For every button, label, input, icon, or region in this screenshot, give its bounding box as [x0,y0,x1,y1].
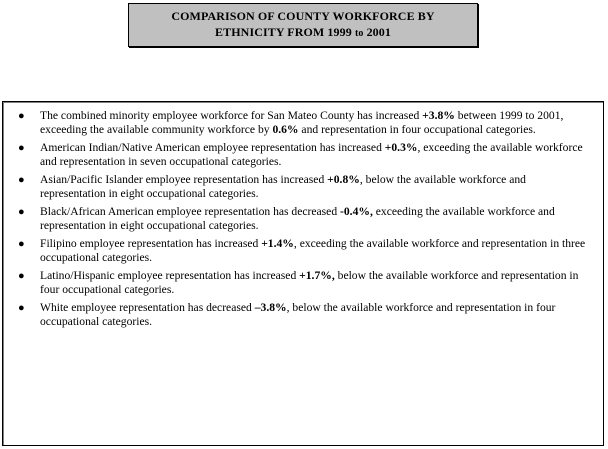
item-text: Black/African American employee representation has decreased [40,205,341,218]
list-item-combined-minority [15,109,593,137]
item-text: Latino/Hispanic employee representation has increased [40,269,300,282]
item-value: +0.8% [327,173,360,186]
list-item-asian-pacific [15,173,593,201]
item-text: Filipino employee representation has increased [40,237,262,250]
item-text: , exceeding the available workforce and representation in three occupational categories. [40,237,586,264]
item-text: White employee representation has decreased [40,301,255,314]
item-text: American Indian/Native American employee representation has increased [40,141,385,154]
item-value: +0.3% [384,141,418,154]
item-value: +1.4% [261,237,294,250]
list-item-american-indian [15,141,593,169]
item-text: below the available workforce and representation in four occupational categories. [40,269,579,296]
item-text: Asian/Pacific Islander employee representation has increased [40,173,328,186]
item-text: between 1999 to 2001, exceeding the available community workforce by [40,109,564,136]
item-text: , exceeding the available workforce and representation in seven occupational categories. [40,141,583,168]
item-value: +3.8% [422,109,455,122]
item-text: , below the available workforce and representation in eight occupational categories. [40,173,526,200]
findings-list [15,109,593,329]
list-item-black-african [15,205,593,233]
title-line-1: COMPARISON OF COUNTY WORKFORCE BY [171,9,435,23]
title-line-2 [215,24,391,42]
item-value: 0.6% [272,123,299,136]
item-value: +1.7%, [299,269,335,282]
item-text: , below the available workforce and representation in four occupational categories. [40,301,556,328]
item-text: and representation in four occupational categories. [298,123,536,136]
item-value: -0.4%, [340,205,373,218]
list-item-filipino [15,237,593,265]
item-value: –3.8% [254,301,287,314]
item-text: exceeding the available workforce and representation in eight occupational categories. [40,205,555,232]
title-line-2a: ETHNICITY FROM 1999 [215,25,355,39]
title-line-2c: 2001 [363,25,391,39]
list-item-white [15,301,593,329]
bullet-icon: ● [18,110,25,122]
bullet-icon: ● [18,174,25,186]
bullet-icon: ● [18,206,25,218]
bullet-icon: ● [18,302,25,314]
bullet-icon: ● [18,142,25,154]
bullet-icon: ● [18,270,25,282]
findings-box [2,101,604,446]
bullet-icon: ● [18,238,25,250]
list-item-latino-hispanic [15,269,593,297]
title-box [128,3,478,47]
item-text: The combined minority employee workforce for San Mateo County has increased [40,109,423,122]
title-line-2b: to [354,28,364,39]
